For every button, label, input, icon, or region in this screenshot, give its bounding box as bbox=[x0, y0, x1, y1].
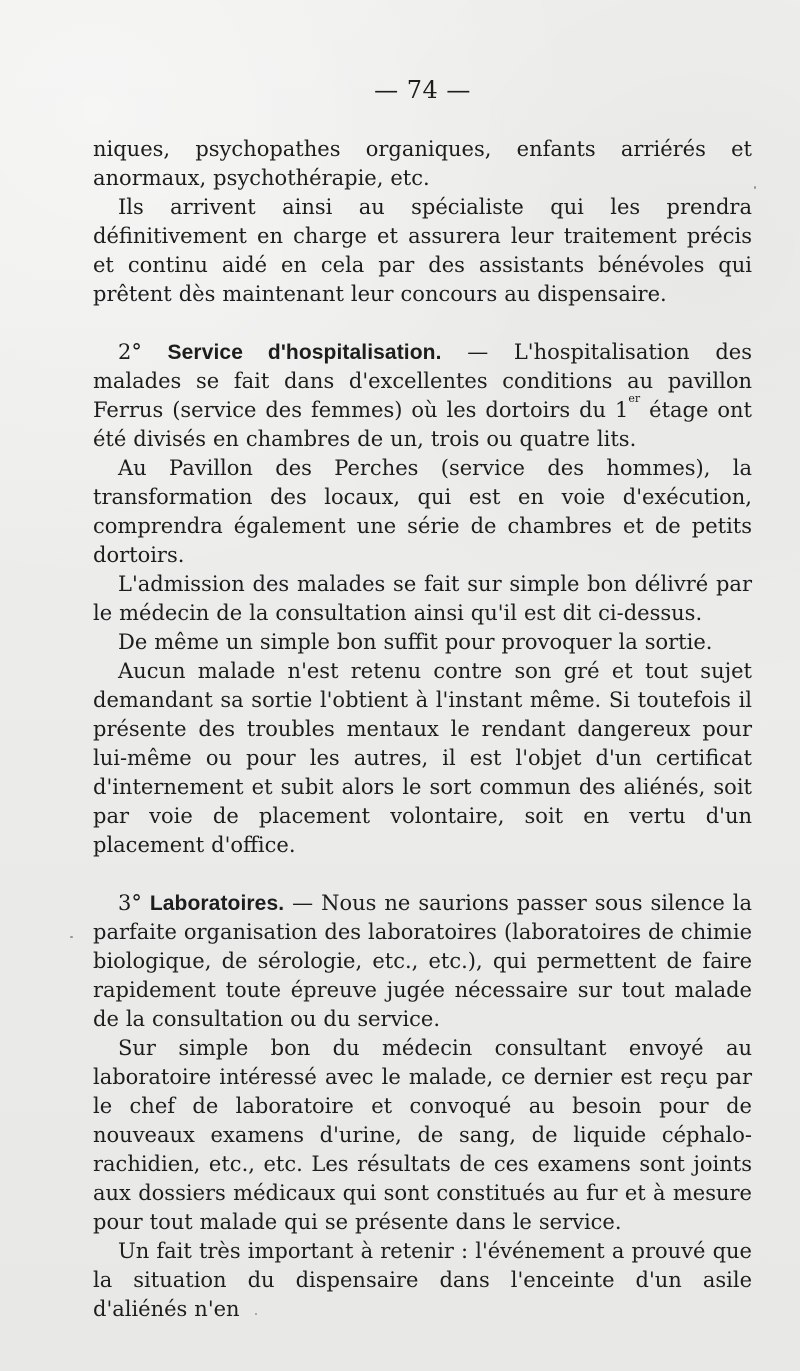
hospitalisation-section-text-end: étage ont été divisés en chambres de un, trois ou quatre lits. bbox=[93, 398, 752, 451]
specialist-paragraph: Ils arrivent ainsi au spécialiste qui les prendra définitivement en charge et assurera leur traitement précis et continu aidé en cela par des assistants bénévoles qui prêtent dès maintenant leur concours au dispensaire. bbox=[93, 195, 752, 306]
section-gap bbox=[93, 309, 752, 338]
important-fact-paragraph: Un fait très important à retenir : l'événement a prouvé que la situation du dispensaire dans l'enceinte d'un asile d'aliénés n'en bbox=[93, 1239, 752, 1321]
discharge-paragraph: De même un simple bon suffit pour provoquer la sortie. bbox=[118, 630, 713, 654]
laboratories-section-number: 3° bbox=[118, 891, 142, 915]
hospitalisation-section-text: — L'hospitalisation des malades se fait dans d'excellentes conditions au pavillon Ferrus (service des femmes) où les dortoirs du 1 bbox=[93, 340, 752, 422]
section-gap bbox=[93, 860, 752, 889]
laboratories-section bbox=[93, 889, 752, 1034]
page-number: — 74 — bbox=[374, 76, 471, 104]
hospitalisation-section-number: 2° bbox=[118, 340, 142, 364]
laboratory-procedure-paragraph: Sur simple bon du médecin consultant envoyé au laboratoire intéressé avec le malade, ce dernier est reçu par le chef de laboratoire et convoqué au besoin pour de nouveaux examens d'urine, de sang, de liquide céphalo-rachidien, etc., etc. Les résultats de ces examens sont joints aux dossiers médicaux qui sont constitués au fur et à mesure pour tout malade qui se présente dans le service. bbox=[93, 1036, 752, 1234]
hospitalisation-section bbox=[93, 338, 752, 454]
paper-speck bbox=[255, 1313, 257, 1315]
page-text bbox=[93, 135, 752, 1324]
paper-speck bbox=[70, 936, 73, 938]
perches-paragraph: Au Pavillon des Perches (service des hommes), la transformation des locaux, qui est en voie d'exécution, comprendra également une série de chambres et de petits dortoirs. bbox=[93, 456, 752, 567]
laboratories-section-text: — Nous ne saurions passer sous silence la parfaite organisation des laboratoires (laboratoires de chimie biologique, de sérologie, etc., etc.), qui permettent de faire rapidement toute épreuve jugée nécessaire sur tout malade de la consultation ou du service. bbox=[93, 891, 752, 1031]
continued-paragraph: niques, psychopathes organiques, enfants arriérés et anormaux, psychothérapie, etc. bbox=[93, 137, 752, 190]
laboratories-section-title: Laboratoires. bbox=[149, 892, 285, 915]
retention-paragraph: Aucun malade n'est retenu contre son gré et tout sujet demandant sa sortie l'obtient à l'instant même. Si toutefois il présente des troubles mentaux le rendant dangereux pour lui-même ou pour les autres, il est l'objet d'un certificat d'internement et subit alors le sort commun des aliénés, soit par voie de placement volontaire, soit en vertu d'un placement d'office. bbox=[93, 659, 752, 857]
hospitalisation-section-title: Service d'hospitalisation. bbox=[167, 341, 442, 364]
admission-paragraph: L'admission des malades se fait sur simple bon délivré par le médecin de la consultation ainsi qu'il est dit ci-dessus. bbox=[93, 572, 752, 625]
paper-speck bbox=[754, 186, 756, 189]
floor-superscript: er bbox=[628, 392, 641, 405]
